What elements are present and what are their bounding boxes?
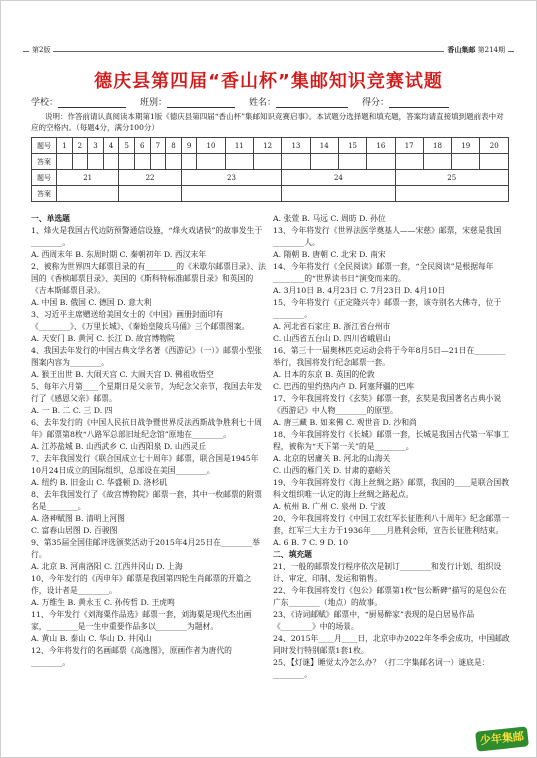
question-text: 2、被称为世界四大邮票目录的有________的《米歇尔邮票目录》、法国的《香槟邮票目录》、美国的《斯科特标准邮票目录》和英国的《吉本斯邮票目录》。 — [31, 262, 266, 295]
qnum-cell: 22 — [119, 170, 181, 186]
instructions: 说明：作答前请认真阅读本期第1版《德庆县第四届“香山杯”集邮知识竞赛启事》。本试题分选择题和填充题，答案均请直接填到题前表中对应的空格内。（每题4分，满分100分） — [31, 112, 504, 132]
question-options: A. 日本的东京 B. 英国的伦敦 — [273, 370, 375, 379]
answer-cell[interactable] — [423, 154, 451, 170]
qnum-cell: 13 — [282, 138, 310, 154]
question-text: 12、今年将发行的名画邮票《高逸图》，原画作者为唐代的________。 — [31, 646, 232, 667]
question-text: 5、每年六月第____个星期日是父亲节，为纪念父亲节，我国去年发行了《感恩父亲》邮票。 — [31, 382, 263, 403]
qnum-cell: 14 — [310, 138, 338, 154]
answer-cell[interactable] — [119, 186, 181, 202]
answer-cell[interactable] — [480, 154, 509, 170]
question-options: C. 巴西的里约热内卢 D. 阿塞拜疆的巴库 — [273, 382, 415, 391]
answer-cell[interactable] — [282, 186, 395, 202]
qnum-cell: 15 — [338, 138, 366, 154]
question-text: 8、去年我国发行了《故宫博物院》邮票一套，其中一枚邮票的附票名是________。 — [31, 490, 263, 511]
qnum-cell: 3 — [88, 138, 104, 154]
qnum-cell: 9 — [181, 138, 197, 154]
question-options: A. 6 B. 7 C. 9 D. 10 — [273, 538, 349, 547]
qnum-cell: 4 — [103, 138, 119, 154]
name-label: 姓名： — [249, 98, 277, 108]
question-text: 18、今年我国将发行《长城》邮票一套，长城是我国古代第一军事工程，被称为“天下第一关”的是________。 — [273, 430, 510, 451]
question-options: A. 天安门 B. 黄河 C. 长江 D. 故宫博物院 — [31, 334, 175, 343]
answer-cell[interactable] — [166, 154, 182, 170]
answer-cell[interactable] — [88, 154, 104, 170]
question-options: A. 杭州 B. 广州 C. 泉州 D. 宁波 — [273, 502, 386, 511]
answer-cell[interactable] — [452, 154, 480, 170]
answer-cell[interactable] — [119, 154, 135, 170]
answer-cell[interactable] — [181, 154, 197, 170]
qnum-cell: 11 — [225, 138, 253, 154]
edition-label: 第2版 — [29, 45, 53, 55]
question-options: A. 唐三藏 B. 如来佛 C. 观世音 D. 沙和尚 — [273, 418, 417, 427]
question-options: A. 河北省石家庄 B. 浙江省台州市 — [273, 322, 391, 331]
right-column — [273, 213, 511, 681]
answer-cell[interactable] — [57, 154, 73, 170]
qnum-cell: 23 — [181, 170, 282, 186]
qnum-cell: 16 — [367, 138, 395, 154]
question-options: A. 一 B. 二 C. 三 D. 四 — [31, 406, 113, 415]
qnum-cell: 21 — [57, 170, 119, 186]
answer-cell[interactable] — [253, 154, 281, 170]
question-options: A. 西周末年 B. 东周时期 C. 秦朝初年 D. 西汉末年 — [31, 250, 207, 259]
section-heading: 一、单选题 — [31, 214, 70, 223]
answer-cell[interactable] — [310, 154, 338, 170]
question-text: 16、第三十一届奥林匹克运动会将于今年8月5日—21日在________举行，我国将发行纪念邮票一套。 — [273, 346, 506, 367]
school-field[interactable] — [58, 95, 126, 108]
section-heading: 二、填充题 — [273, 550, 312, 559]
publication-logo: 少年集邮 — [475, 726, 529, 751]
score-label: 得分： — [362, 98, 390, 108]
page-title: 德庆县第四届“香山杯”集邮知识竞赛试题 — [94, 71, 443, 92]
question-text: 7、去年我国发行《联合国成立七十周年》邮票，联合国是1945年10月24日成立的国际组织，总部设在美国________。 — [31, 454, 259, 475]
score-field[interactable] — [389, 95, 449, 108]
answer-cell[interactable] — [338, 154, 366, 170]
qnum-cell: 1 — [57, 138, 73, 154]
question-text: 19、今年我国将发行《海上丝绸之路》邮票，我国的____是联合国教科文组织唯一认定的海上丝绸之路起点。 — [273, 478, 510, 499]
issue-label — [444, 45, 508, 55]
question-text: 6、去年发行的《中国人民抗日战争暨世界反法西斯战争胜利七十周年》邮票第8枚“八路军总部旧址纪念馆”原地在________。 — [31, 418, 263, 439]
question-text: 22、今年我国将发行《包公》邮票第1枚“包公断碑”描写的是包公在广东________（地点）的故事。 — [273, 586, 507, 607]
qnum-cell: 10 — [197, 138, 225, 154]
question-options: C. 富春山居图 D. 百骏图 — [31, 526, 118, 535]
issue-number: 第214期 — [477, 46, 505, 54]
question-number-row — [32, 138, 509, 154]
question-options: A. 3月10日 B. 4月23日 C. 7月23日 D. 4月10日 — [273, 286, 446, 295]
question-options: A. 北京的居庸关 B. 河北的山海关 — [273, 454, 391, 463]
row-label: 答案 — [32, 154, 57, 170]
answer-cell[interactable] — [134, 154, 150, 170]
question-text: 11、今年发行《刘海粟作品选》邮票一套，刘海粟是现代杰出画家，________是一生中重要作品多以________为题材。 — [31, 610, 252, 631]
question-options: C. 山西省五台山 D. 四川省峨眉山 — [273, 334, 391, 343]
question-text: 13、今年将发行《世界法医学奠基人——宋慈》邮票，宋慈是我国________人。 — [273, 226, 502, 247]
answer-cell[interactable] — [225, 154, 253, 170]
answer-cell[interactable] — [282, 154, 310, 170]
header-rule — [23, 51, 514, 52]
answer-cell[interactable] — [181, 186, 282, 202]
class-field[interactable] — [167, 95, 235, 108]
question-text: 14、今年将发行《全民阅读》邮票一套，“全民阅读”是根据每年________的“世界读书日”演变而来的。 — [273, 262, 494, 283]
qnum-cell: 20 — [480, 138, 509, 154]
question-text: 23、《诗词邮赋》邮票中，“厨易醉家”表现的是白居易作品《________》中的场景。 — [273, 610, 475, 631]
answer-cell[interactable] — [197, 154, 225, 170]
answer-row — [32, 186, 509, 202]
qnum-cell: 12 — [253, 138, 281, 154]
qnum-cell: 18 — [423, 138, 451, 154]
row-label: 题号 — [32, 170, 57, 186]
paper-name: 香山集邮 — [447, 45, 476, 54]
question-text: 3、习近平主席赠送给美国女士的《中国》画册封面印有《________》、《万里长城》、《秦始皇陵兵马俑》三个邮票图案。 — [31, 310, 250, 331]
question-options: A. 万维生 B. 黄永玉 C. 孙传哲 D. 王虎鸣 — [31, 598, 175, 607]
qnum-cell: 25 — [395, 170, 508, 186]
question-number-row — [32, 170, 509, 186]
question-text: 24、2015年____月____日，北京申办2022年冬季会成功，中国邮政同时发行特别邮票1套1枚。 — [273, 634, 510, 655]
qnum-cell: 17 — [395, 138, 423, 154]
qnum-cell: 24 — [282, 170, 395, 186]
answer-cell[interactable] — [150, 154, 166, 170]
page-header — [23, 45, 514, 57]
question-options: C. 山西的雁门关 D. 甘肃的嘉峪关 — [273, 466, 391, 475]
question-text: 17、今年我国将发行《玄奘》邮票一套，玄奘是我国著名古典小说《西游记》中人物________的原型。 — [273, 394, 502, 415]
question-text: 9、第35届全国佳邮评选颁奖活动于2015年4月25日在________举行。 — [31, 538, 260, 559]
question-options: A. 江苏盐城 B. 山西武乡 C. 山西阳泉 D. 山西灵丘 — [31, 442, 207, 451]
answer-cell[interactable] — [103, 154, 119, 170]
class-label: 班别： — [140, 98, 168, 108]
question-text: 10、今年发行的《丙申年》邮票是我国第四轮生肖邮票的开篇之作，设计者是________。 — [31, 574, 252, 595]
question-options: A. 黄山 B. 泰山 C. 华山 D. 井冈山 — [31, 634, 152, 643]
question-text: 25、【灯谜】睡觉太冷怎么办？（打二字集邮名词一）谜底是：________。 — [273, 658, 490, 679]
question-text: 20、今年我国将发行《中国工农红军长征胜利八十周年》纪念邮票一套，红军三大主力于1936年____月胜利会师，宣告长征胜利结束。 — [273, 514, 510, 535]
student-info — [31, 95, 506, 108]
row-label: 题号 — [32, 138, 57, 154]
qnum-cell: 6 — [134, 138, 150, 154]
question-options: A. 纽约 B. 旧金山 C. 华盛顿 D. 洛杉矶 — [31, 478, 168, 487]
question-text: 4、我国去年发行的中国古典文学名著《西游记》（一）》邮票小型张图案内容为________。 — [31, 346, 263, 367]
question-options: A. 猴王出世 B. 大闹天宫 C. 大闹天宫 D. 佛祖收悟空 — [31, 370, 214, 379]
row-label: 答案 — [32, 186, 57, 202]
answer-cell[interactable] — [57, 186, 119, 202]
qnum-cell: 7 — [150, 138, 166, 154]
question-options: A. 北京 B. 河南洛阳 C. 江西井冈山 D. 上海 — [31, 562, 183, 571]
left-column — [31, 213, 267, 669]
qnum-cell: 2 — [72, 138, 88, 154]
qnum-cell: 5 — [119, 138, 135, 154]
answer-cell[interactable] — [72, 154, 88, 170]
question-options: A. 中国 B. 俄国 C. 德国 D. 意大利 — [31, 298, 152, 307]
answer-cell[interactable] — [395, 186, 508, 202]
question-text: 1、烽火是我国古代边防预警通信设施，“烽火戏诸侯”的故事发生于________。 — [31, 226, 263, 247]
question-text: 21、一般的邮票发行程序依次是制订________和发行计划、组织设计、审定、印制、发运和销售。 — [273, 562, 502, 583]
question-options: A. 隋朝 B. 唐朝 C. 北宋 D. 南宋 — [273, 250, 386, 259]
answer-cell[interactable] — [367, 154, 395, 170]
name-field[interactable] — [276, 95, 348, 108]
answer-row — [32, 154, 509, 170]
school-label: 学校： — [31, 98, 59, 108]
answer-cell[interactable] — [395, 154, 423, 170]
question-text: 15、今年将发行《正定隆兴寺》邮票一套，该寺别名大佛寺，位于________。 — [273, 298, 502, 319]
question-options: A. 张萱 B. 马远 C. 周昉 D. 孙位 — [273, 214, 386, 223]
answer-table — [31, 137, 509, 202]
qnum-cell: 8 — [166, 138, 182, 154]
question-options: A. 洛神赋图 B. 清明上河图 — [31, 514, 125, 523]
qnum-cell: 19 — [452, 138, 480, 154]
